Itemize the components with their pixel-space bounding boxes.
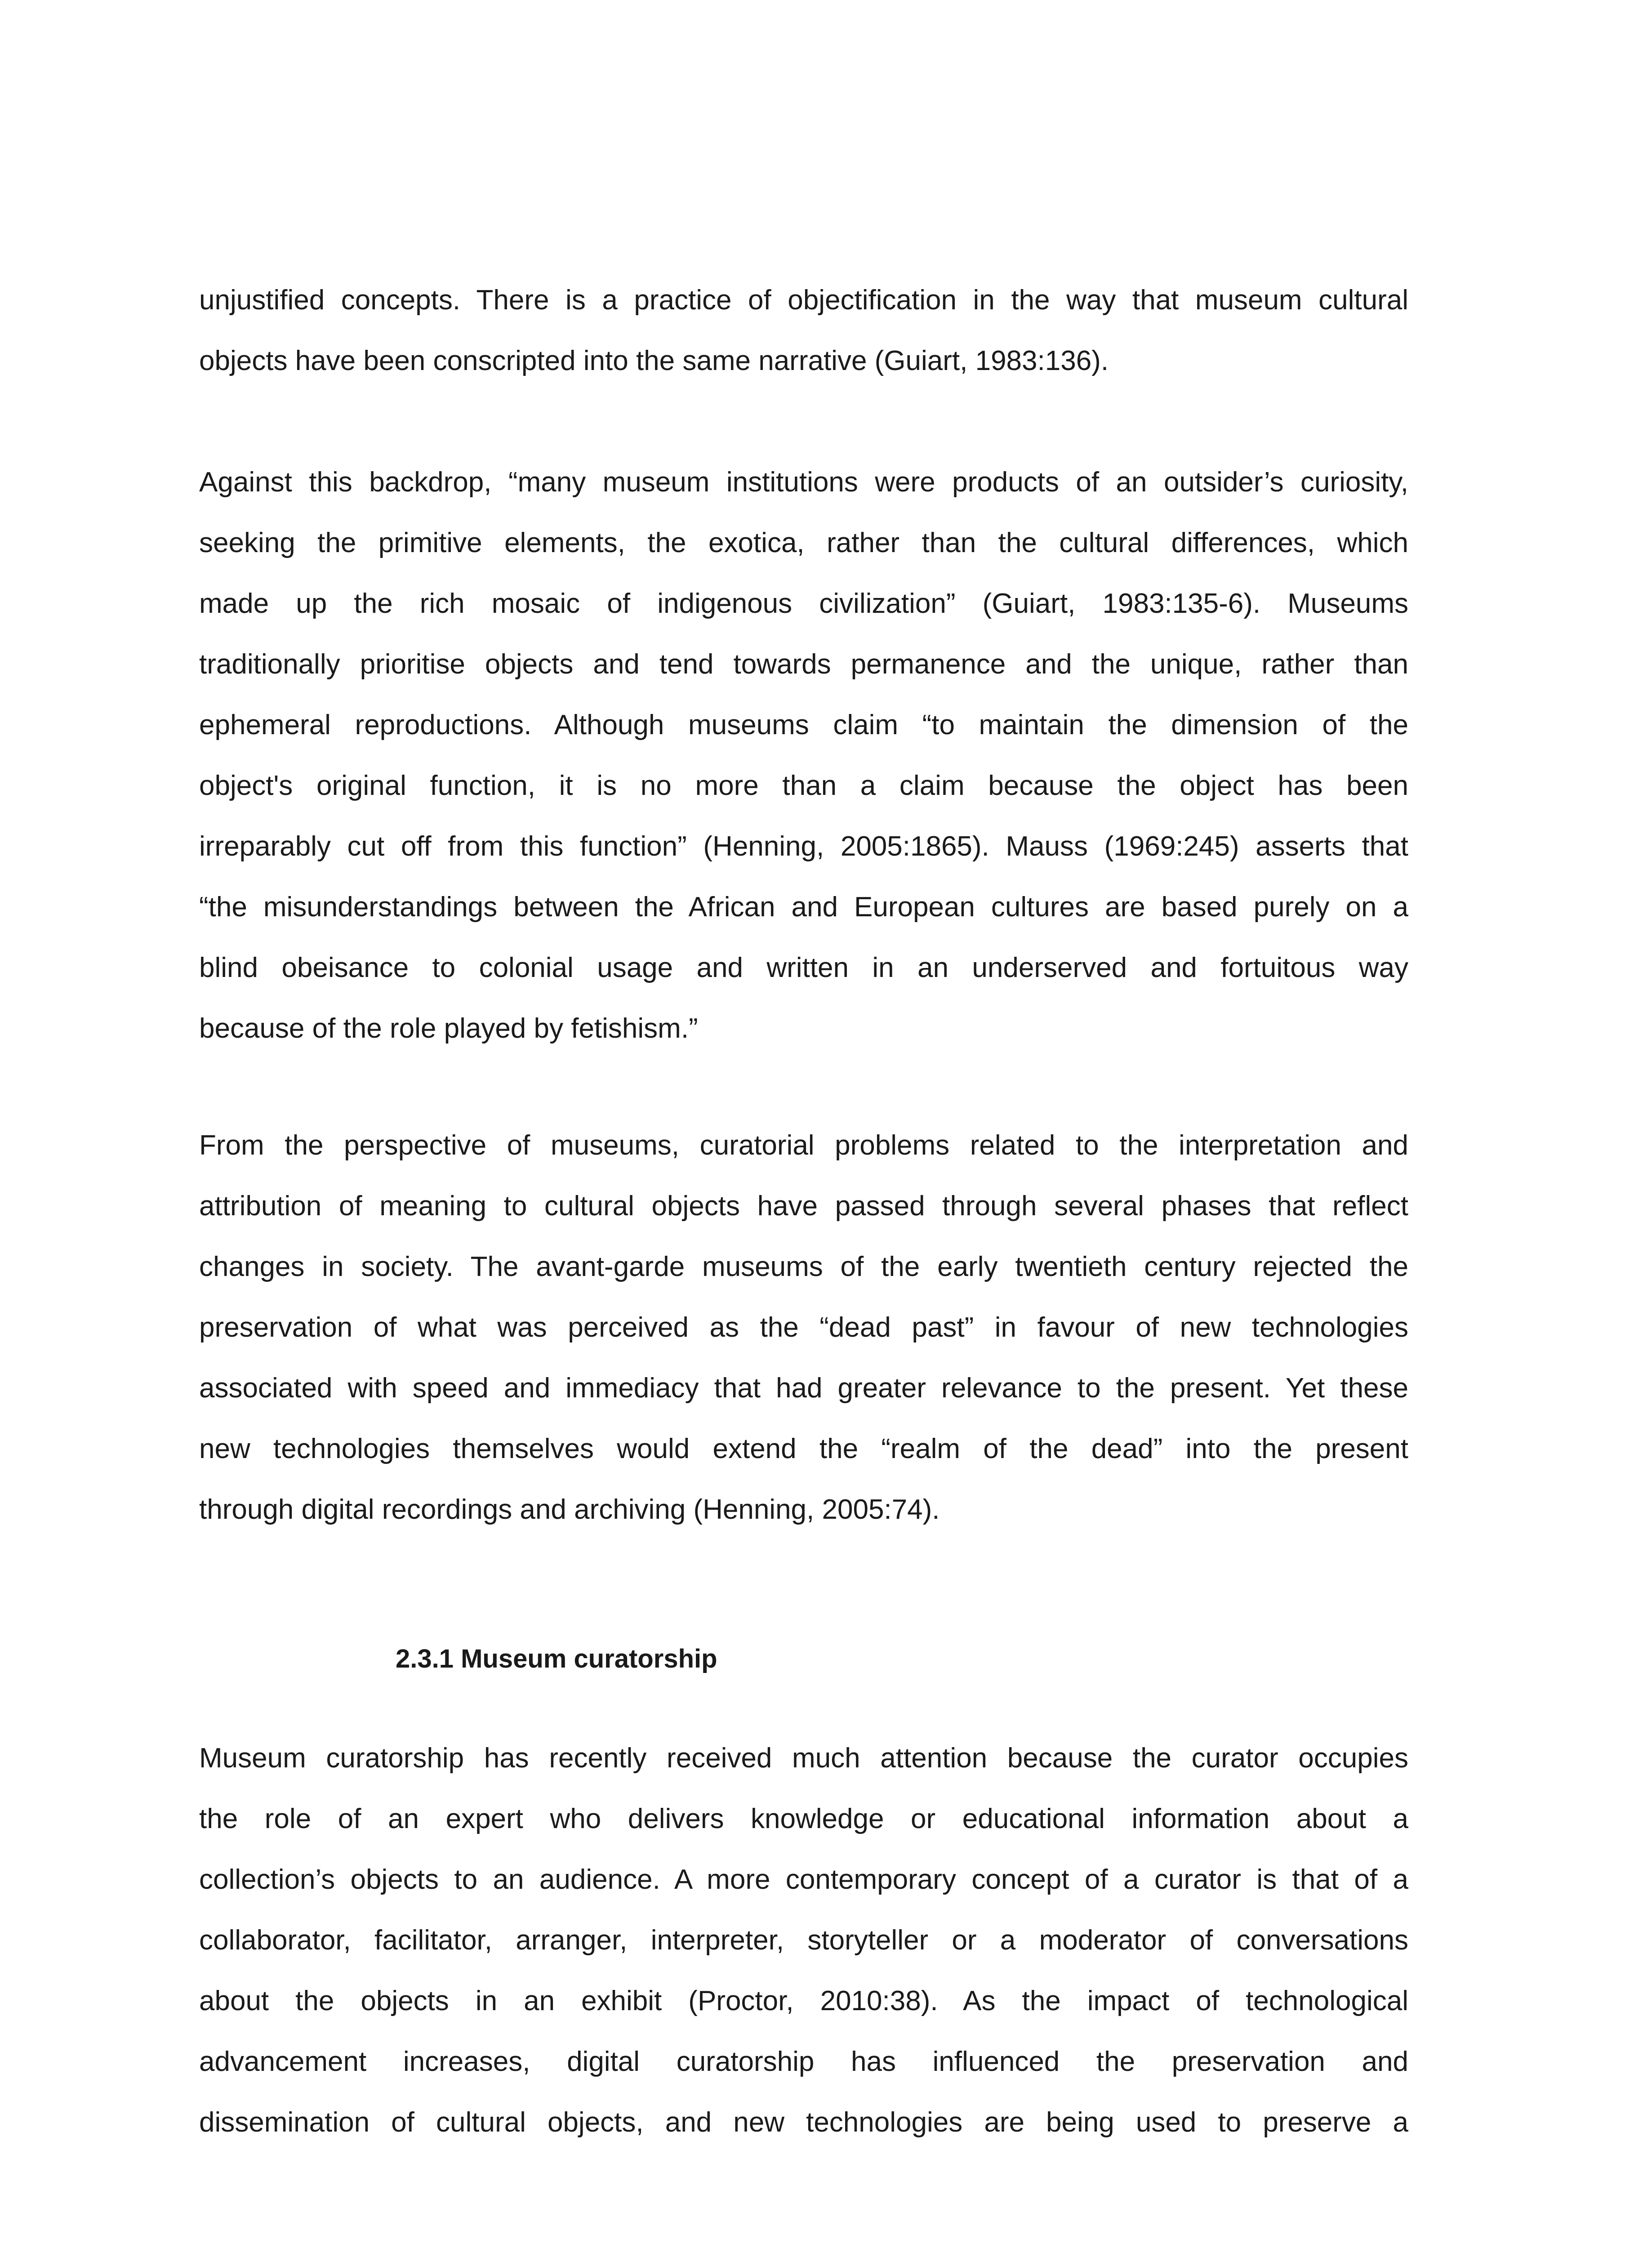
text-line: unjustified concepts. There is a practice of objectification in the way that museum cultural (199, 285, 1408, 316)
text-line: dissemination of cultural objects, and new technologies are being used to preserve a (199, 2107, 1408, 2138)
section-heading: 2.3.1 Museum curatorship (396, 1644, 717, 1673)
text-line: the role of an expert who delivers knowledge or educational information about a (199, 1803, 1408, 1834)
text-line: objects have been conscripted into the same narrative (Guiart, 1983:136). (199, 345, 1109, 376)
text-line: attribution of meaning to cultural objects have passed through several phases that reflect (199, 1191, 1408, 1222)
text-line: collection’s objects to an audience. A more contemporary concept of a curator is that of a (199, 1864, 1408, 1895)
text-line: collaborator, facilitator, arranger, interpreter, storyteller or a moderator of conversations (199, 1925, 1408, 1956)
text-line: about the objects in an exhibit (Proctor, 2010:38). As the impact of technological (199, 1985, 1408, 2016)
text-line: irreparably cut off from this function” (Henning, 2005:1865). Mauss (1969:245) asserts that (199, 831, 1408, 862)
text-line: object's original function, it is no more than a claim because the object has been (199, 770, 1408, 801)
text-line: associated with speed and immediacy that had greater relevance to the present. Yet these (199, 1373, 1408, 1404)
text-line: blind obeisance to colonial usage and written in an underserved and fortuitous way (199, 952, 1408, 983)
text-line: because of the role played by fetishism.” (199, 1013, 698, 1044)
paragraph-2 (199, 452, 1408, 1059)
text-line: Against this backdrop, “many museum institutions were products of an outsider’s curiosity, (199, 467, 1408, 498)
paragraph-3 (199, 1115, 1408, 1540)
text-line: advancement increases, digital curatorship has influenced the preservation and (199, 2046, 1408, 2077)
text-line: changes in society. The avant-garde museums of the early twentieth century rejected the (199, 1251, 1408, 1282)
text-line: preservation of what was perceived as the “dead past” in favour of new technologies (199, 1312, 1408, 1343)
text-line: From the perspective of museums, curatorial problems related to the interpretation and (199, 1130, 1408, 1161)
text-line: seeking the primitive elements, the exotica, rather than the cultural differences, which (199, 527, 1408, 558)
text-line: ephemeral reproductions. Although museums claim “to maintain the dimension of the (199, 709, 1408, 740)
paragraph-1 (199, 270, 1408, 391)
text-line: new technologies themselves would extend the “realm of the dead” into the present (199, 1433, 1408, 1464)
text-line: Museum curatorship has recently received much attention because the curator occupies (199, 1743, 1408, 1774)
text-line: traditionally prioritise objects and tend towards permanence and the unique, rather than (199, 649, 1408, 680)
paragraph-4 (199, 1728, 1408, 2153)
text-line: made up the rich mosaic of indigenous civilization” (Guiart, 1983:135-6). Museums (199, 588, 1408, 619)
text-line: “the misunderstandings between the African and European cultures are based purely on a (199, 892, 1408, 923)
text-line: through digital recordings and archiving (Henning, 2005:74). (199, 1494, 940, 1525)
